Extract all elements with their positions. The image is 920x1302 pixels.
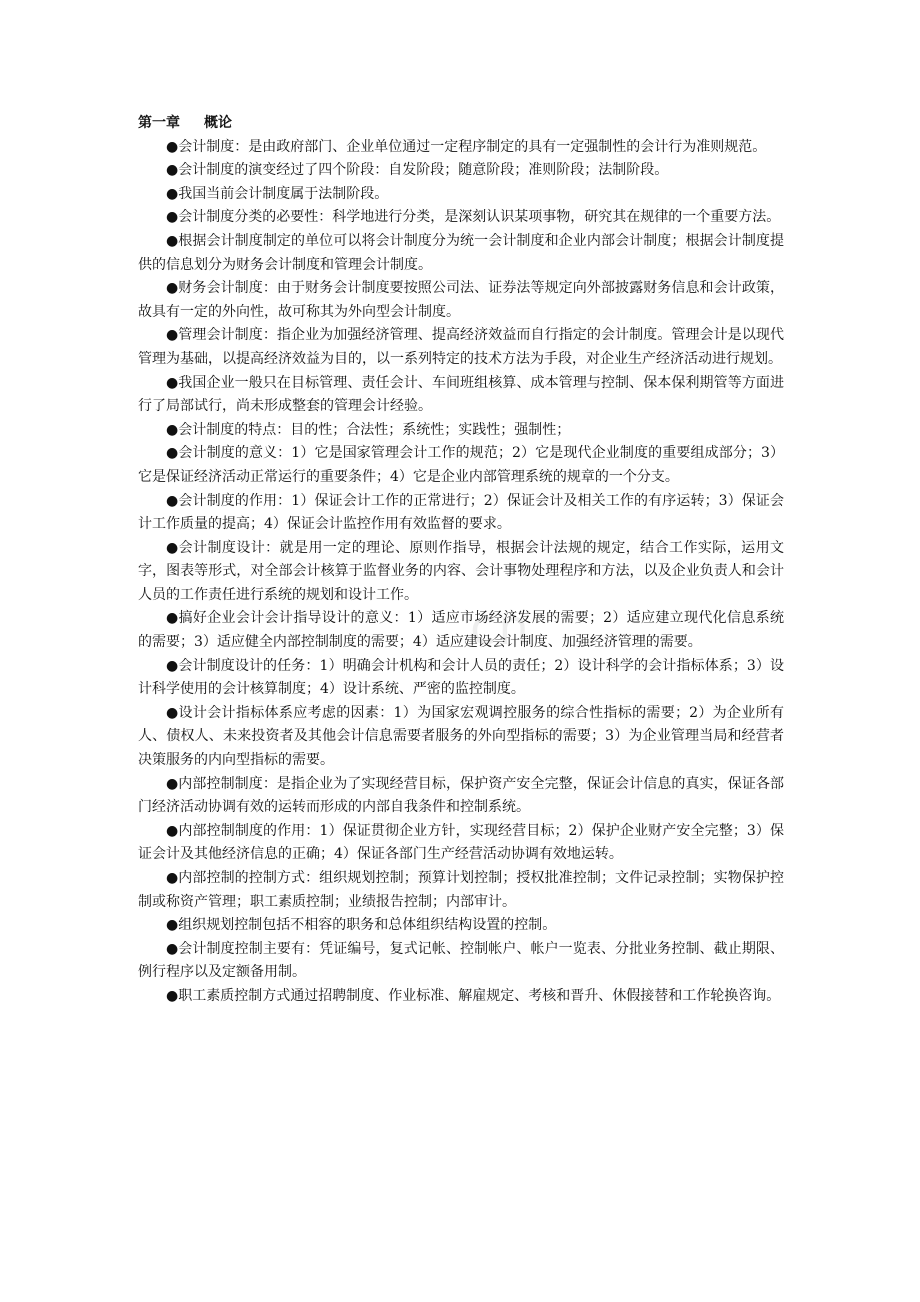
paragraph: ●管理会计制度：指企业为加强经济管理、提高经济效益而自行指定的会计制度。管理会计是以现代管理为基础，以提高经济效益为目的，以一系列特定的技术方法为手段，对企业生产经济活动进行规划。: [138, 327, 784, 367]
paragraph: ●会计制度设计：就是用一定的理论、原则作指导，根据会计法规的规定，结合工作实际，运用文字，图表等形式，对全部会计核算于监督业务的内容、会计事物处理程序和方法，以及企业负责人和会计人员的工作责任进行系统的规划和设计工作。: [138, 539, 784, 603]
paragraph: ●我国企业一般只在目标管理、责任会计、车间班组核算、成本管理与控制、保本保利期管等方面进行了局部试行，尚未形成整套的管理会计经验。: [138, 374, 784, 415]
paragraph: ●会计制度设计的任务：1）明确会计机构和会计人员的责任；2）设计科学的会计指标体系；3）设计科学使用的会计核算制度；4）设计系统、严密的监控制度。: [138, 657, 784, 698]
paragraph: ●设计会计指标体系应考虑的因素：1）为国家宏观调控服务的综合性指标的需要；2）为企业所有人、债权人、未来投资者及其他会计信息需要者服务的外向型指标的需要；3）为企业管理当局和经营者决策服务的内向型指标的需要。: [138, 704, 784, 769]
paragraph: ●会计制度的意义：1）它是国家管理会计工作的规范；2）它是现代企业制度的重要组成部分；3）它是保证经济活动正常运行的重要条件；4）它是企业内部管理系统的规章的一个分支。: [138, 445, 784, 485]
paragraph: ●内部控制制度的作用：1）保证贯彻企业方针，实现经营目标；2）保护企业财产安全完整；3）保证会计及其他经济信息的正确；4）保证各部门生产经营活动协调有效地运转。: [138, 822, 784, 863]
paragraph: ●我国当前会计制度属于法制阶段。: [166, 185, 389, 202]
paragraph: ●财务会计制度：由于财务会计制度要按照公司法、证券法等规定向外部披露财务信息和会计政策，故具有一定的外向性，故可称其为外向型会计制度。: [138, 280, 784, 320]
paragraph: ●会计制度的作用：1）保证会计工作的正常进行；2）保证会计及相关工作的有序运转；3）保证会计工作质量的提高；4）保证会计监控作用有效监督的要求。: [138, 492, 784, 533]
paragraph: ●会计制度控制主要有：凭证编号，复式记帐、控制帐户、帐户一览表、分批业务控制、截止期限、例行程序以及定额备用制。: [138, 940, 784, 981]
paragraph: ●内部控制制度：是指企业为了实现经营目标，保护资产安全完整，保证会计信息的真实，保证各部门经济活动协调有效的运转而形成的内部自我条件和控制系统。: [138, 775, 784, 816]
paragraph: ●会计制度的特点：目的性；合法性；系统性；实践性；强制性；: [166, 421, 571, 438]
paragraph: ●搞好企业会计会计指导设计的意义：1）适应市场经济发展的需要；2）适应建立现代化信息系统的需要；3）适应健全内部控制制度的需要；4）适应建设会计制度、加强经济管理的需要。: [138, 610, 784, 651]
paragraph: ●会计制度分类的必要性：科学地进行分类，是深刻认识某项事物，研究其在规律的一个重要方法。: [166, 209, 781, 226]
paragraph: ●内部控制的控制方式：组织规划控制；预算计划控制；授权批准控制；文件记录控制；实物保护控制或称资产管理；职工素质控制；业绩报告控制；内部审计。: [138, 870, 784, 910]
chapter-title: 概论: [204, 115, 232, 131]
document-page: [138, 112, 784, 1009]
chapter-number: 第一章: [138, 115, 180, 131]
watermark: cn: [470, 600, 531, 656]
paragraph: ●会计制度的演变经过了四个阶段：自发阶段；随意阶段；准则阶段；法制阶段。: [166, 162, 669, 179]
paragraph: ●组织规划控制包括不相容的职务和总体组织结构设置的控制。: [166, 917, 557, 934]
paragraph: ●会计制度：是由政府部门、企业单位通过一定程序制定的具有一定强制性的会计行为准则规范。: [166, 138, 767, 155]
chapter-heading: [138, 112, 784, 136]
paragraph: ●根据会计制度制定的单位可以将会计制度分为统一会计制度和企业内部会计制度；根据会计制度提供的信息划分为财务会计制度和管理会计制度。: [138, 232, 784, 273]
paragraph: ●职工素质控制方式通过招聘制度、作业标准、解雇规定、考核和晋升、休假接替和工作轮换咨询。: [166, 987, 781, 1004]
